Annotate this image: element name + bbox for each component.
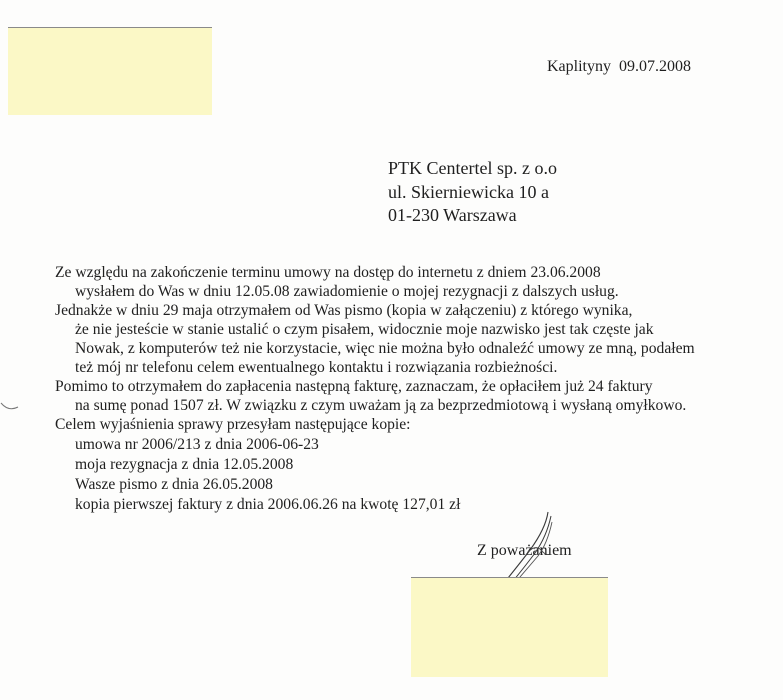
redacted-signature-block [411,577,608,677]
margin-mark [0,400,20,414]
body-line: na sumę ponad 1507 zł. W związku z czym uważam ją za bezprzedmiotową i wysłaną omyłkowo. [75,397,687,414]
body-line: Ze względu na zakończenie terminu umowy na dostęp do internetu z dniem 23.06.2008 [55,264,601,281]
body-line: kopia pierwszej faktury z dnia 2006.06.26 na kwotę 127,01 zł [75,496,461,513]
redacted-sender-block [8,27,212,115]
date-line: Kaplityny 09.07.2008 [547,58,691,75]
body-line: Nowak, z komputerów też nie korzystacie, więc nie można było odnaleźć umowy ze mną, podałem [75,340,695,357]
body-line: że nie jesteście w stanie ustalić o czym pisałem, widocznie moje nazwisko jest tak częste jak [75,321,654,338]
body-line: wysłałem do Was w dniu 12.05.08 zawiadomienie o mojej rezygnacji z dalszych usług. [75,283,619,300]
body-line: moja rezygnacja z dnia 12.05.2008 [75,456,294,473]
body-line: Wasze pismo z dnia 26.05.2008 [75,476,273,493]
recipient-street: ul. Skierniewicka 10 a [388,182,549,202]
body-line: umowa nr 2006/213 z dnia 2006-06-23 [75,436,319,453]
body-line: Celem wyjaśnienia sprawy przesyłam następujące kopie: [55,416,411,433]
body-line: też mój nr telefonu celem ewentualnego kontaktu i rozwiązania rozbieżności. [75,359,558,376]
body-line: Jednakże w dniu 29 maja otrzymałem od Was pismo (kopia w załączeniu) z którego wynika, [55,302,633,319]
body-line: Pomimo to otrzymałem do zapłacenia następną fakturę, zaznaczam, że opłaciłem już 24 faktury [55,378,653,395]
signoff: Z poważaniem [477,542,572,559]
recipient-city: 01-230 Warszawa [388,205,517,225]
recipient-company: PTK Centertel sp. z o.o [388,158,557,178]
